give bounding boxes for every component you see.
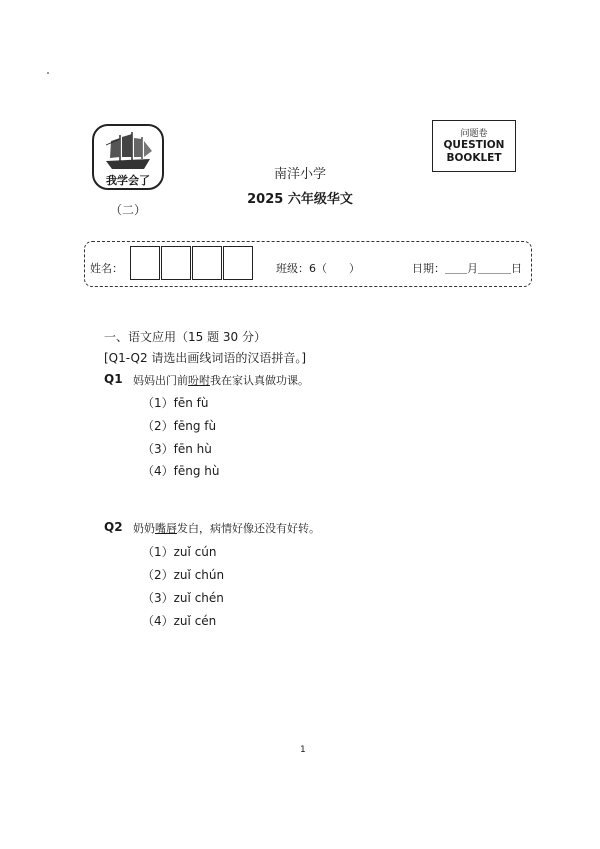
answer-option[interactable]: （1）fēn fù	[142, 396, 209, 410]
booklet-label-en-line2: BOOKLET	[446, 152, 502, 164]
answer-option[interactable]: （4）zuǐ cén	[142, 614, 217, 628]
question-text-before: 奶奶	[133, 522, 155, 535]
question-text-after: 我在家认真做功课。	[210, 374, 309, 387]
scan-speck	[47, 72, 49, 74]
answer-option[interactable]: （4）fēng hù	[142, 464, 220, 478]
sailing-ship-icon	[100, 129, 156, 173]
question-text-after: 发白，病情好像还没有好转。	[177, 522, 320, 535]
question-underlined-word: 嘴唇	[155, 522, 177, 535]
exam-title: 2025 六年级华文	[247, 192, 353, 207]
school-logo	[92, 124, 164, 190]
answer-option[interactable]: （3）fēn hù	[142, 442, 212, 456]
answer-option[interactable]: （1）zuǐ cún	[142, 545, 217, 559]
answer-option[interactable]: （2）fēng fù	[142, 419, 217, 433]
name-box[interactable]	[161, 246, 191, 280]
answer-option[interactable]: （3）zuǐ chén	[142, 591, 224, 605]
question-booklet-label	[432, 120, 516, 172]
page-number: 1	[300, 745, 306, 755]
name-boxes	[130, 246, 254, 280]
answer-option[interactable]: （2）zuǐ chún	[142, 568, 225, 582]
name-box[interactable]	[130, 246, 160, 280]
logo-text: 我学会了	[106, 174, 150, 187]
booklet-label-en-line1: QUESTION	[443, 139, 505, 151]
question-number: Q2	[104, 520, 123, 534]
booklet-label-cn: 问题卷	[460, 129, 488, 139]
section-instruction: [Q1-Q2 请选出画线词语的汉语拼音。]	[104, 351, 307, 365]
question-number: Q1	[104, 372, 123, 386]
question-underlined-word: 吩咐	[188, 374, 210, 387]
logo-subtitle: （二）	[109, 203, 146, 217]
date-label: 日期：＿＿月＿＿＿日	[412, 262, 522, 275]
question-text	[133, 520, 320, 536]
section-title: 一、语文应用（15 题 30 分）	[104, 330, 266, 344]
name-box[interactable]	[192, 246, 222, 280]
class-label: 班级：6（ ）	[276, 262, 360, 275]
question-text	[133, 372, 309, 388]
name-box[interactable]	[223, 246, 253, 280]
name-label: 姓名：	[90, 262, 123, 275]
question-text-before: 妈妈出门前	[133, 374, 188, 387]
school-name: 南洋小学	[273, 167, 326, 182]
